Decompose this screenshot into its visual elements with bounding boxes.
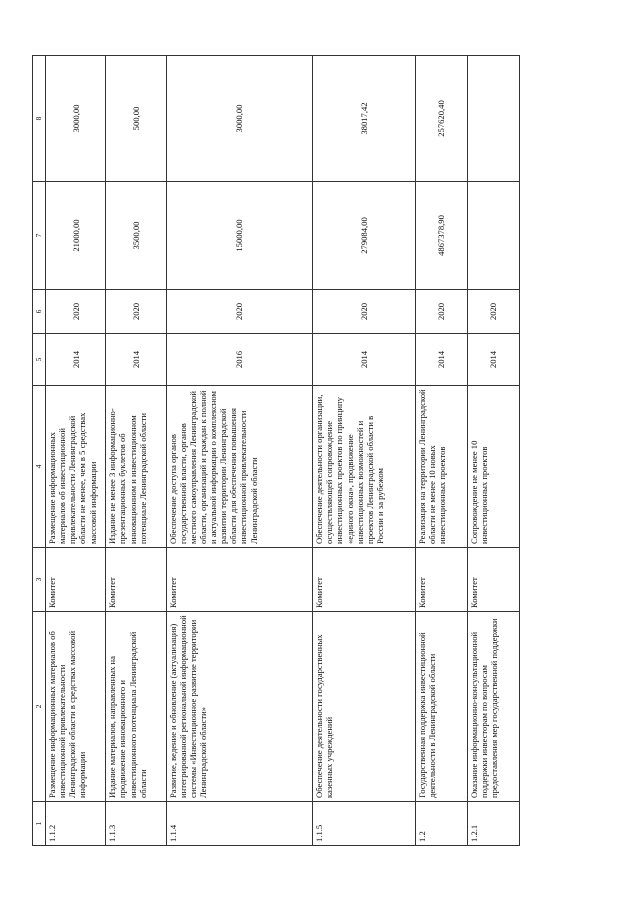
end-year: 2020 bbox=[313, 290, 415, 334]
table-row bbox=[166, 56, 313, 846]
executor: Комитет bbox=[313, 548, 415, 612]
executor: Комитет bbox=[415, 548, 467, 612]
col-header: 1 bbox=[33, 802, 46, 846]
expected-result: Издание не менее 3 информационно-презентационных буклетов об инновационном и инвестиционном потенциале Ленинградской области bbox=[106, 386, 166, 548]
table-row bbox=[313, 56, 415, 846]
table-row bbox=[467, 56, 519, 846]
col-header: 4 bbox=[33, 386, 46, 548]
end-year: 2020 bbox=[106, 290, 166, 334]
executor: Комитет bbox=[166, 548, 313, 612]
col-header: 2 bbox=[33, 612, 46, 802]
program-activities-table bbox=[32, 55, 520, 846]
activity-name: Издание материалов, направленных на продвижение инновационного и инвестиционного потенциала Ленинградской области bbox=[106, 612, 166, 802]
annual-amount: 38017,42 bbox=[313, 56, 415, 182]
total-amount: 279084,00 bbox=[313, 182, 415, 290]
start-year: 2014 bbox=[46, 334, 106, 386]
table-row bbox=[106, 56, 166, 846]
start-year: 2014 bbox=[467, 334, 519, 386]
expected-result: Обеспечение деятельности организации, осуществляющей сопровождение инвестиционных проектов по принципу «единого окна», продвижение инвестиционных возможностей и проектов Ленинградской области в России и за рубежом bbox=[313, 386, 415, 548]
total-amount: 4867378,90 bbox=[415, 182, 467, 290]
col-header: 3 bbox=[33, 548, 46, 612]
row-number: 1.1.5 bbox=[313, 802, 415, 846]
col-header: 6 bbox=[33, 290, 46, 334]
rotated-page bbox=[32, 56, 520, 846]
total-amount: 15000,00 bbox=[166, 182, 313, 290]
total-amount bbox=[467, 182, 519, 290]
row-number: 1.2 bbox=[415, 802, 467, 846]
expected-result: Сопровождение не менее 10 инвестиционных проектов bbox=[467, 386, 519, 548]
annual-amount: 500,00 bbox=[106, 56, 166, 182]
annual-amount: 3000,00 bbox=[46, 56, 106, 182]
expected-result: Реализация на территории Ленинградской области не менее 10 новых инвестиционных проектов bbox=[415, 386, 467, 548]
end-year: 2020 bbox=[166, 290, 313, 334]
total-amount: 21000,00 bbox=[46, 182, 106, 290]
annual-amount bbox=[467, 56, 519, 182]
col-header: 7 bbox=[33, 182, 46, 290]
annual-amount: 257620,40 bbox=[415, 56, 467, 182]
table-row bbox=[46, 56, 106, 846]
end-year: 2020 bbox=[415, 290, 467, 334]
activity-name: Развитие, ведение и обновление (актуализация) интегрированной региональной информационной системы «Инвестиционное развитие территории Ленинградской области» bbox=[166, 612, 313, 802]
expected-result: Размещение информационных материалов об инвестиционной привлекательности Ленинградской области не менее, чем в 5 средствах массовой информации bbox=[46, 386, 106, 548]
table-row bbox=[415, 56, 467, 846]
end-year: 2020 bbox=[467, 290, 519, 334]
header-row bbox=[33, 56, 46, 846]
col-header: 5 bbox=[33, 334, 46, 386]
activity-name: Обеспечение деятельности государственных казенных учреждений bbox=[313, 612, 415, 802]
row-number: 1.1.2 bbox=[46, 802, 106, 846]
row-number: 1.1.4 bbox=[166, 802, 313, 846]
start-year: 2014 bbox=[106, 334, 166, 386]
row-number: 1.1.3 bbox=[106, 802, 166, 846]
activity-name: Государственная поддержка инвестиционной деятельности в Ленинградской области bbox=[415, 612, 467, 802]
executor: Комитет bbox=[467, 548, 519, 612]
total-amount: 3500,00 bbox=[106, 182, 166, 290]
executor: Комитет bbox=[46, 548, 106, 612]
end-year: 2020 bbox=[46, 290, 106, 334]
start-year: 2014 bbox=[313, 334, 415, 386]
col-header: 8 bbox=[33, 56, 46, 182]
activity-name: Оказание информационно-консультационной поддержки инвесторам по вопросам предоставления мер государственной поддержки bbox=[467, 612, 519, 802]
executor: Комитет bbox=[106, 548, 166, 612]
start-year: 2014 bbox=[415, 334, 467, 386]
row-number: 1.2.1 bbox=[467, 802, 519, 846]
annual-amount: 3000,00 bbox=[166, 56, 313, 182]
start-year: 2016 bbox=[166, 334, 313, 386]
activity-name: Размещение информационных материалов об инвестиционной привлекательности Ленинградской области в средствах массовой информации bbox=[46, 612, 106, 802]
expected-result: Обеспечение доступа органов государственной власти, органов местного самоуправления Ленинградской области, организаций и граждан к полной и актуальной информации о комплексном развитии территории Ленинградской области для обеспечения повышения инвестиционной привлекательности Ленинградской области bbox=[166, 386, 313, 548]
